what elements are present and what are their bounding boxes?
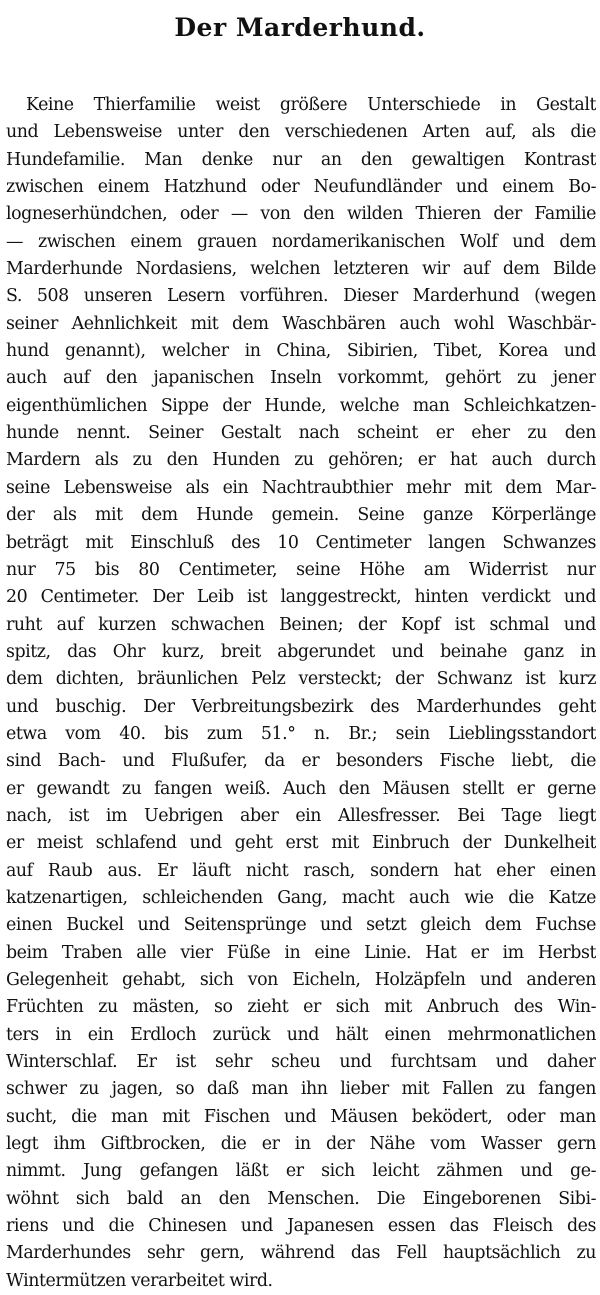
- text-line: nimmt. Jung gefangen läßt er sich leicht zähmen und ge-: [6, 1161, 596, 1182]
- text-line: Marderhundes sehr gern, während das Fell hauptsächlich zu: [6, 1243, 596, 1264]
- text-line: hunde nennt. Seiner Gestalt nach scheint er eher zu den: [6, 423, 596, 444]
- text-line: sind Bach- und Flußufer, da er besonders Fische liebt, die: [6, 751, 596, 772]
- text-line: Hundefamilie. Man denke nur an den gewaltigen Kontrast: [6, 149, 596, 170]
- text-line: schwer zu jagen, so daß man ihn lieber mit Fallen zu fangen: [6, 1079, 596, 1100]
- text-line: eigenthümlichen Sippe der Hunde, welche man Schleichkatzen-: [6, 395, 596, 416]
- text-line: hund genannt), welcher in China, Sibirien, Tibet, Korea und: [6, 341, 596, 362]
- text-line: seiner Aehnlichkeit mit dem Waschbären auch wohl Waschbär-: [6, 313, 596, 334]
- text-line: auf Raub aus. Er läuft nicht rasch, sondern hat eher einen: [6, 860, 596, 881]
- text-line: der als mit dem Hunde gemein. Seine ganze Körperlänge: [6, 505, 596, 526]
- text-line: S. 508 unseren Lesern vorführen. Dieser Marderhund (wegen: [6, 286, 596, 307]
- text-line: — zwischen einem grauen nordamerikanischen Wolf und dem: [6, 231, 596, 252]
- text-line: und Lebensweise unter den verschiedenen Arten auf, als die: [6, 122, 596, 143]
- text-line: spitz, das Ohr kurz, breit abgerundet und beinahe ganz in: [6, 641, 596, 662]
- text-line: Wintermützen verarbeitet wird.: [6, 1270, 273, 1291]
- text-line: Keine Thierfamilie weist größere Unterschiede in Gestalt: [26, 95, 596, 115]
- text-line: Mardern als zu den Hunden zu gehören; er hat auch durch: [6, 450, 596, 471]
- text-line: seine Lebensweise als ein Nachtraubthier mehr mit dem Mar-: [6, 477, 596, 498]
- text-line: er meist schlafend und geht erst mit Einbruch der Dunkelheit: [6, 833, 596, 854]
- text-line: nur 75 bis 80 Centimeter, seine Höhe am Widerrist nur: [6, 559, 596, 580]
- article-title: Der Marderhund.: [174, 13, 426, 42]
- text-line: beim Traben alle vier Füße in eine Linie. Hat er im Herbst: [6, 942, 596, 963]
- text-line: legt ihm Giftbrocken, die er in der Nähe vom Wasser gern: [6, 1134, 596, 1155]
- text-line: logneserhündchen, oder — von den wilden Thieren der Familie: [6, 204, 596, 225]
- text-line: dem dichten, bräunlichen Pelz versteckt; der Schwanz ist kurz: [6, 669, 596, 690]
- text-line: riens und die Chinesen und Japanesen essen das Fleisch des: [6, 1216, 596, 1237]
- text-line: Winterschlaf. Er ist sehr scheu und furchtsam und daher: [6, 1052, 596, 1073]
- text-line: beträgt mit Einschluß des 10 Centimeter langen Schwanzes: [6, 532, 596, 553]
- text-line: katzenartigen, schleichenden Gang, macht auch wie die Katze: [6, 887, 596, 908]
- text-line: auch auf den japanischen Inseln vorkommt, gehört zu jener: [6, 368, 596, 389]
- text-line: etwa vom 40. bis zum 51.° n. Br.; sein Lieblingsstandort: [6, 723, 596, 744]
- text-line: Gelegenheit gehabt, sich von Eicheln, Holzäpfeln und anderen: [6, 970, 596, 990]
- text-line: wöhnt sich bald an den Menschen. Die Eingeborenen Sibi-: [6, 1188, 596, 1209]
- text-line: Früchten zu mästen, so zieht er sich mit Anbruch des Win-: [6, 997, 596, 1018]
- text-line: sucht, die man mit Fischen und Mäusen beködert, oder man: [6, 1106, 596, 1127]
- text-line: Marderhunde Nordasiens, welchen letzteren wir auf dem Bilde: [6, 259, 596, 280]
- article-body: [6, 92, 596, 1295]
- text-line: nach, ist im Uebrigen aber ein Allesfresser. Bei Tage liegt: [6, 805, 596, 826]
- text-line: ruht auf kurzen schwachen Beinen; der Kopf ist schmal und: [6, 614, 596, 635]
- text-line: ters in ein Erdloch zurück und hält einen mehrmonatlichen: [6, 1024, 596, 1045]
- text-line: 20 Centimeter. Der Leib ist langgestreckt, hinten verdickt und: [6, 587, 596, 608]
- text-line: er gewandt zu fangen weiß. Auch den Mäusen stellt er gerne: [6, 778, 596, 799]
- text-line: und buschig. Der Verbreitungsbezirk des Marderhundes geht: [6, 696, 596, 717]
- text-line: zwischen einem Hatzhund oder Neufundländer und einem Bo-: [6, 177, 596, 198]
- text-line: einen Buckel und Seitensprünge und setzt gleich dem Fuchse: [6, 915, 596, 936]
